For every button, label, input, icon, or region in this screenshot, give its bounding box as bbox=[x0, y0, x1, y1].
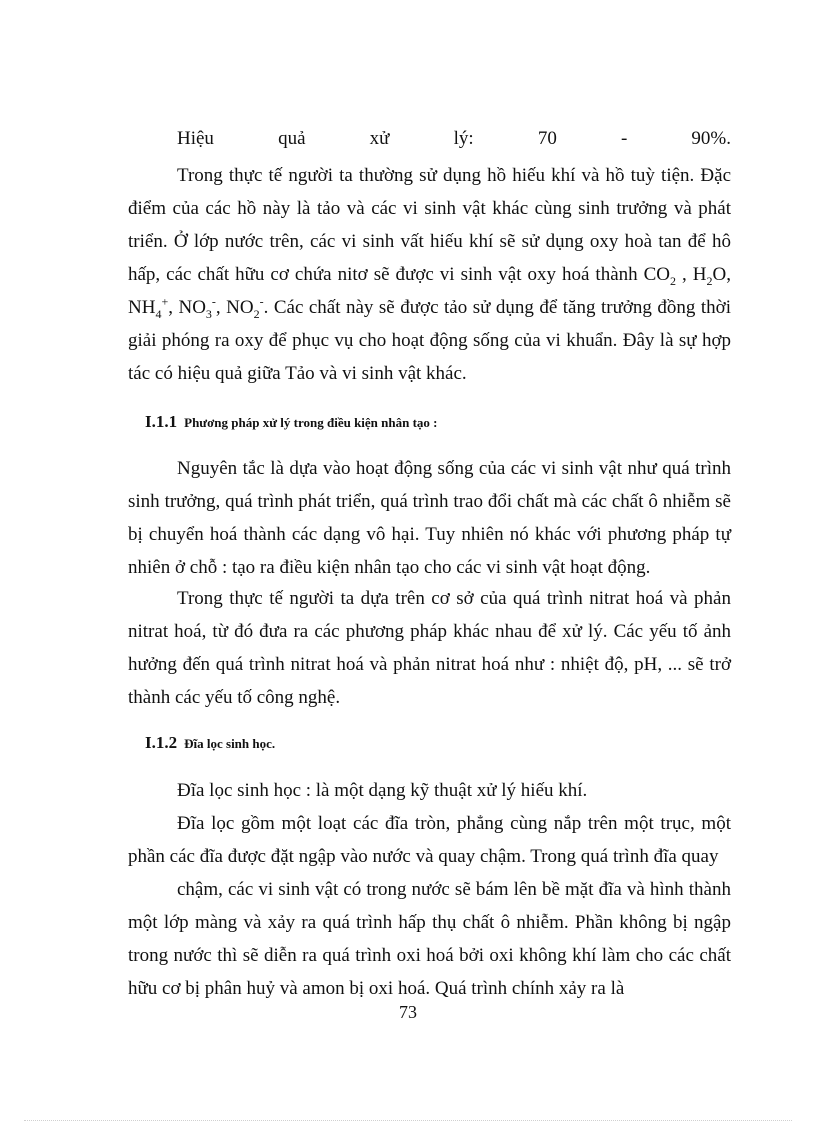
paragraph-biodisc-definition: Đĩa lọc sinh học : là một dạng kỹ thuật xử lý hiếu khí. bbox=[177, 780, 588, 801]
efficiency-word: xử bbox=[369, 128, 390, 149]
page-number: 73 bbox=[399, 1002, 417, 1022]
paragraph-biodisc-process: chậm, các vi sinh vật có trong nước sẽ bám lên bề mặt đĩa và hình thành một lớp màng và xảy ra quá trình hấp thụ chất ô nhiễm. Phần không bị ngập trong nước thì sẽ diễn ra quá trình oxi hoá bởi oxi không khí làm cho các chất hữu cơ bị phân huỷ và amon bị oxi hoá. Quá trình chính xảy ra là bbox=[128, 879, 731, 999]
section-heading-biodisc bbox=[145, 731, 275, 756]
section-title: Đĩa lọc sinh học. bbox=[184, 736, 276, 751]
section-title: Phương pháp xử lý trong điều kiện nhân tạo : bbox=[184, 415, 438, 430]
efficiency-line bbox=[177, 122, 731, 155]
section-number: I.1.1 bbox=[145, 412, 178, 431]
paragraph-principle: Nguyên tắc là dựa vào hoạt động sống của các vi sinh vật như quá trình sinh trưởng, quá trình phát triển, quá trình trao đổi chất mà các chất ô nhiễm sẽ bị chuyển hoá thành các dạng vô hại. Tuy nhiên nó khác với phương pháp tự nhiên ở chỗ : tạo ra điều kiện nhân tạo cho các vi sinh vật hoạt động. bbox=[128, 458, 731, 578]
paragraph-biodisc-structure: Đĩa lọc gồm một loạt các đĩa tròn, phẳng cùng nắp trên một trục, một phần các đĩa được đặt ngập vào nước và quay chậm. Trong quá trình đĩa quay bbox=[128, 813, 731, 867]
efficiency-word: Hiệu bbox=[177, 128, 214, 149]
paragraph-ponds: Trong thực tế người ta thường sử dụng hồ hiếu khí và hồ tuỳ tiện. Đặc điểm của các hồ này là tảo và các vi sinh vật khác cùng sinh trưởng và phát triển. Ở lớp nước trên, các vi sinh vất hiếu khí sẽ sử dụng oxy hoà tan để hô hấp, các chất hữu cơ chứa nitơ sẽ được vi sinh vật oxy hoá thành $CO_2$ , $H_2O$, $NH_4^+$, $NO_3^-$, $NO_2^-$. Các chất này sẽ được tảo sử dụng để tăng trưởng đồng thời giải phóng ra oxy để phục vụ cho hoạt động sống của vi khuẩn. Đây là sự hợp tác có hiệu quả giữa Tảo và vi sinh vật khác. bbox=[128, 165, 731, 384]
efficiency-word: - bbox=[620, 128, 628, 149]
efficiency-word: lý: bbox=[453, 128, 474, 149]
efficiency-word: quả bbox=[278, 128, 306, 149]
section-number: I.1.2 bbox=[145, 733, 178, 752]
page-bottom-divider bbox=[24, 1120, 792, 1121]
efficiency-word: 90%. bbox=[691, 128, 731, 149]
section-heading-artificial bbox=[145, 410, 438, 435]
paragraph-nitrification: Trong thực tế người ta dựa trên cơ sở của quá trình nitrat hoá và phản nitrat hoá, từ đó đưa ra các phương pháp khác nhau để xử lý. Các yếu tố ảnh hưởng đến quá trình nitrat hoá và phản nitrat hoá như : nhiệt độ, pH, ... sẽ trở thành các yếu tố công nghệ. bbox=[128, 588, 731, 708]
efficiency-word: 70 bbox=[537, 128, 557, 149]
